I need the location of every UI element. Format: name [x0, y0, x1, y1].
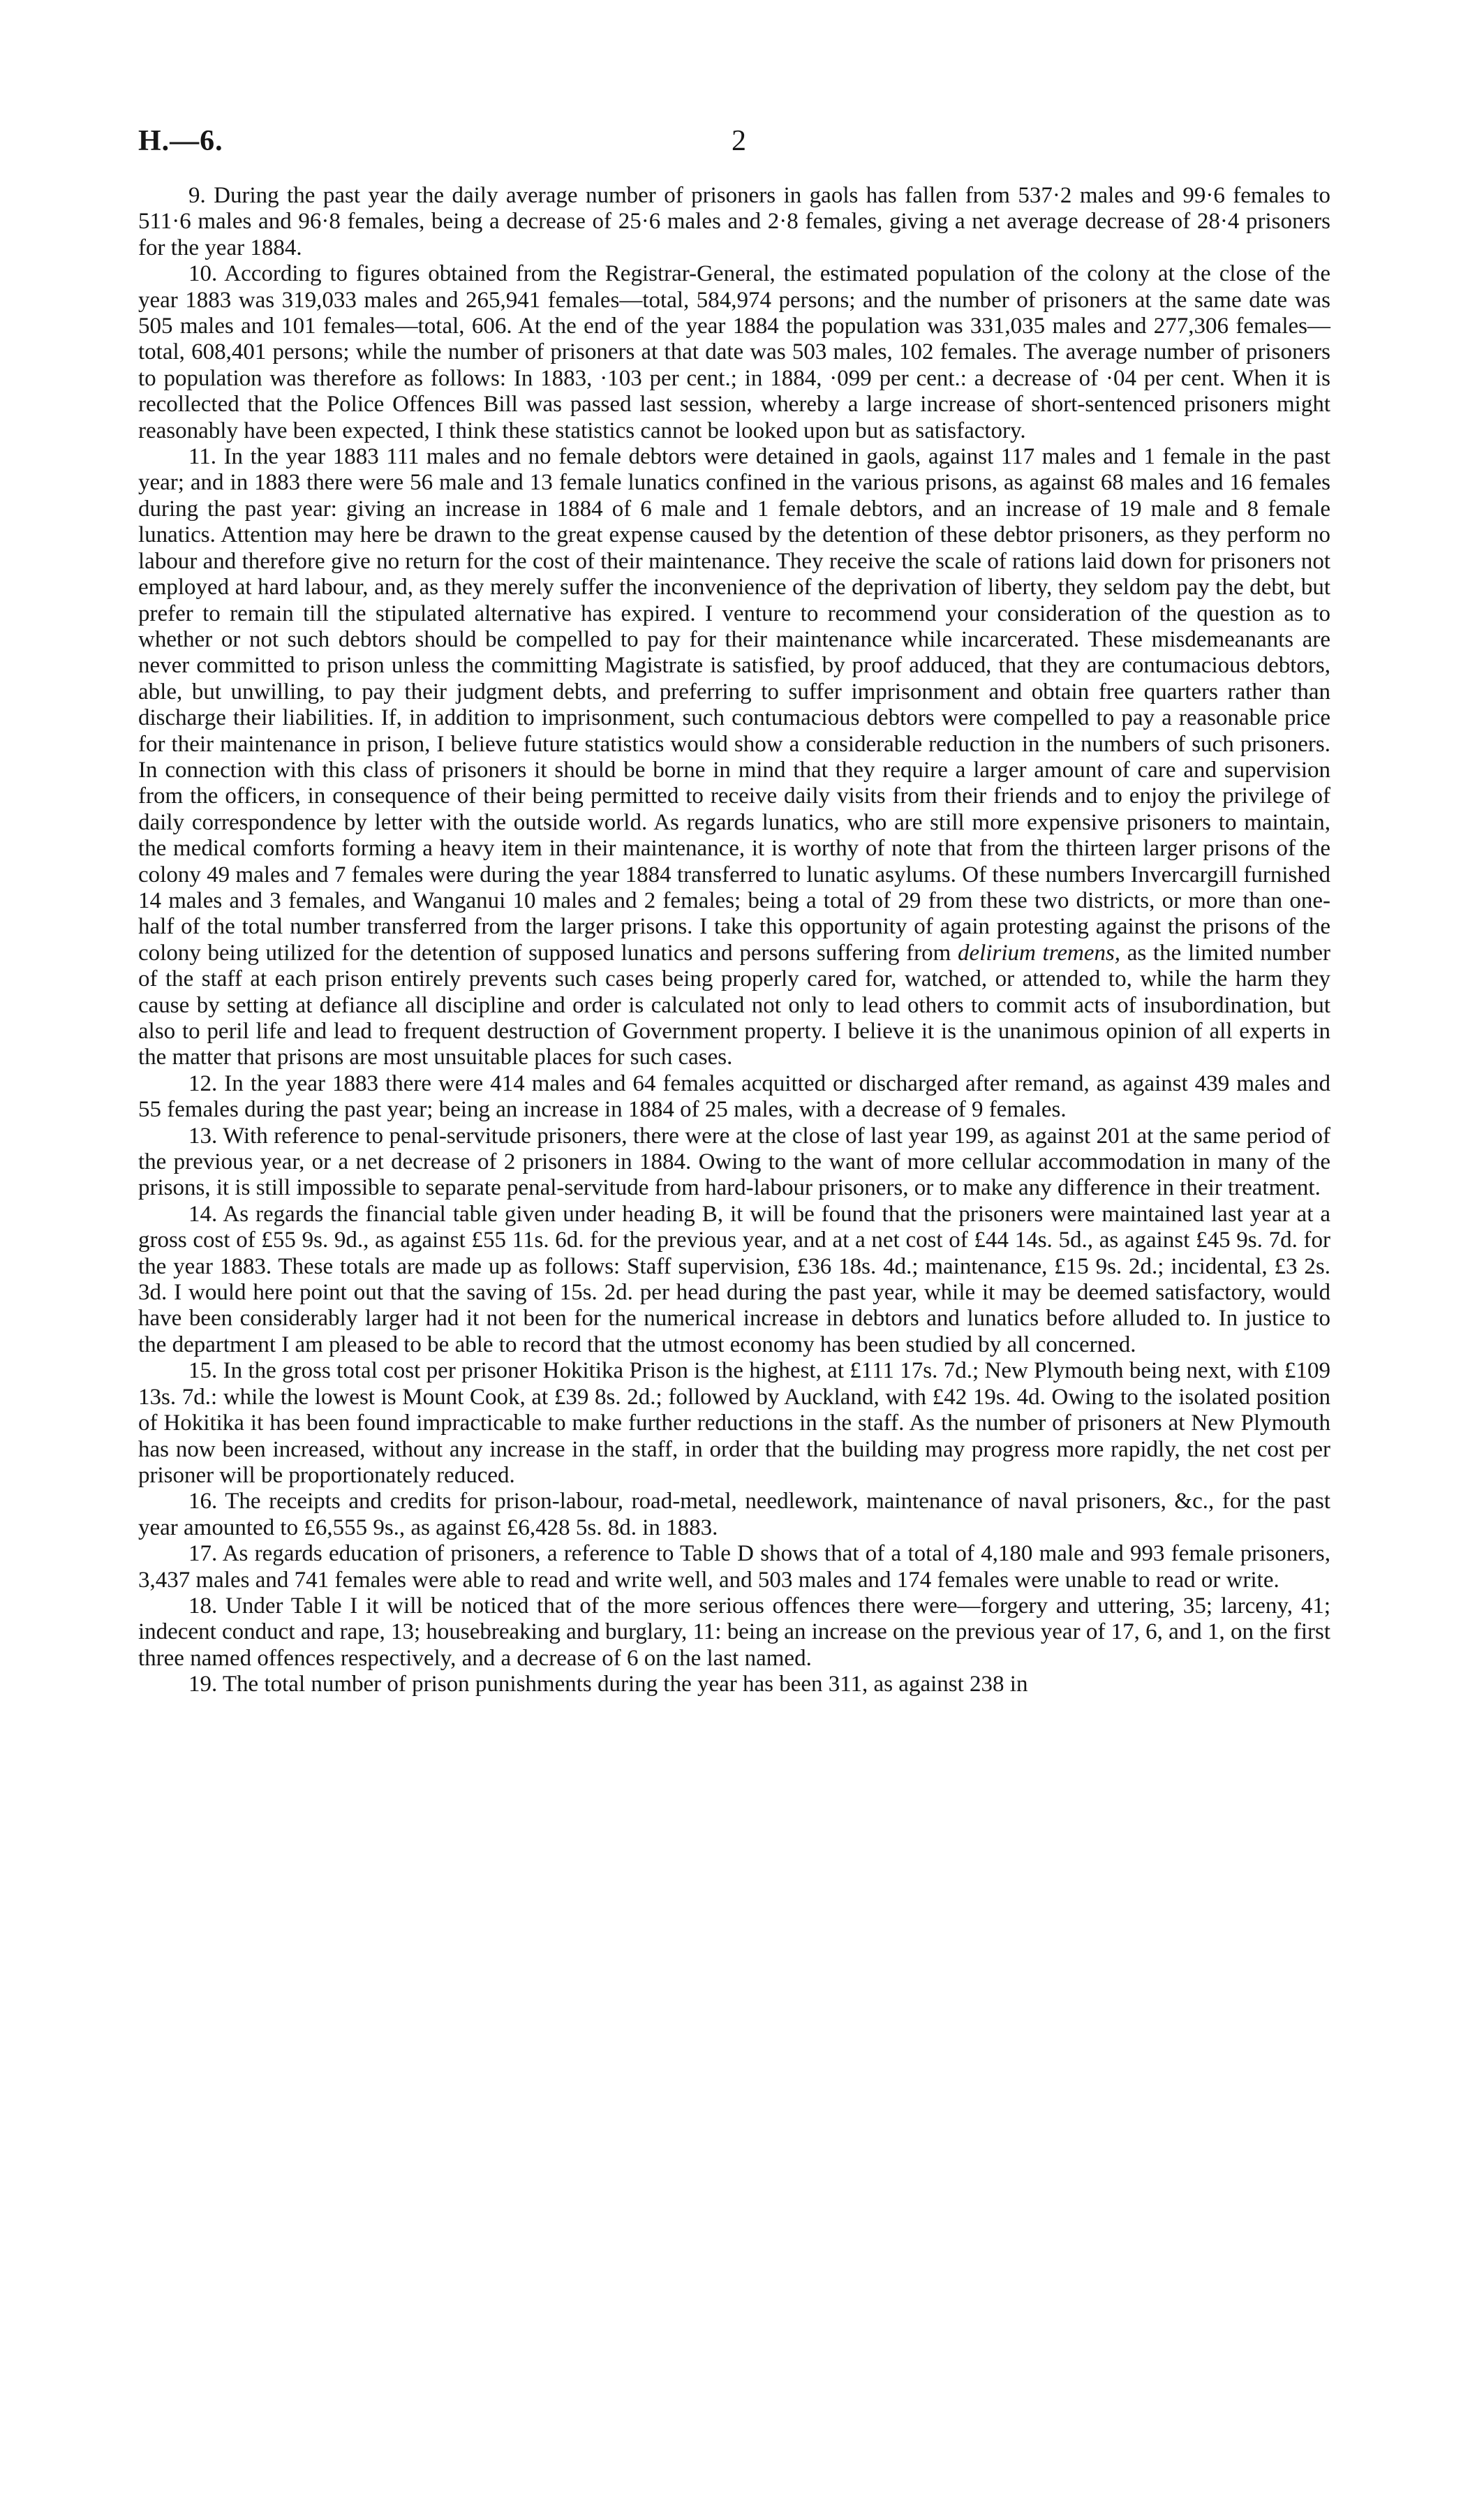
paragraph-10: 10. According to figures obtained from the Registrar-General, the estimated population of the colony at the close of the year 1883 was 319,033 males and 265,941 females—total, 584,974 persons; and the number of prisoners at the same date was 505 males and 101 females—total, 606. At the end of the year 1884 the population was 331,035 males and 277,306 females—total, 608,401 persons; while the number of prisoners at that date was 503 males, 102 females. The average number of prisoners to population was therefore as follows: In 1883, ·103 per cent.; in 1884, ·099 per cent.: a decrease of ·04 per cent. When it is recollected that the Police Offences Bill was passed last session, whereby a large increase of short-sentenced prisoners might reasonably have been expected, I think these statistics cannot be looked upon but as satisfactory.	[138, 261, 1330, 443]
paragraph-19: 19. The total number of prison punishments during the year has been 311, as against 238 in	[188, 1672, 1028, 1697]
paragraph-17: 17. As regards education of prisoners, a reference to Table D shows that of a total of 4,180 male and 993 female prisoners, 3,437 males and 741 females were able to read and write well, and 503 males and 174 females were unable to read or write.	[138, 1541, 1330, 1593]
paragraph-11-italic-term: delirium tremens,	[958, 940, 1121, 966]
paragraph-12: 12. In the year 1883 there were 414 males and 64 females acquitted or discharged after remand, as against 439 males and 55 females during the past year; being an increase in 1884 of 25 males, with a decrease of 9 females.	[138, 1070, 1330, 1123]
report-body	[138, 183, 1330, 1698]
paragraph-11	[138, 444, 1330, 1071]
paragraph-15: 15. In the gross total cost per prisoner Hokitika Prison is the highest, at £111 17s. 7d.; New Plymouth being next, with £109 13s. 7d.: while the lowest is Mount Cook, at £39 8s. 2d.; followed by Auckland, with £42 19s. 4d. Owing to the isolated position of Hokitika it has been found impracticable to make further reductions in the staff. As the number of prisoners at New Plymouth has now been increased, without any increase in the staff, in order that the building may progress more rapidly, the net cost per prisoner will be proportionately reduced.	[138, 1358, 1330, 1488]
paragraph-14: 14. As regards the financial table given under heading B, it will be found that the prisoners were maintained last year at a gross cost of £55 9s. 9d., as against £55 11s. 6d. for the previous year, and at a net cost of £44 14s. 5d., as against £45 9s. 7d. for the year 1883. These totals are made up as follows: Staff supervision, £36 18s. 4d.; maintenance, £15 9s. 2d.; incidental, £3 2s. 3d. I would here point out that the saving of 15s. 2d. per head during the past year, while it may be deemed satisfactory, would have been considerably larger had it not been for the numerical increase in debtors and lunatics before alluded to. In justice to the department I am pleased to be able to record that the utmost economy has been studied by all concerned.	[138, 1201, 1330, 1357]
paragraph-16: 16. The receipts and credits for prison-labour, road-metal, needlework, maintenance of naval prisoners, &c., for the past year amounted to £6,555 9s., as against £6,428 5s. 8d. in 1883.	[138, 1489, 1330, 1540]
paragraph-9: 9. During the past year the daily average number of prisoners in gaols has fallen from 537·2 males and 99·6 females to 511·6 males and 96·8 females, being a decrease of 25·6 males and 2·8 females, giving a net average decrease of 28·4 prisoners for the year 1884.	[138, 183, 1330, 260]
paragraph-13: 13. With reference to penal-servitude prisoners, there were at the close of last year 199, as against 201 at the same period of the previous year, or a net decrease of 2 prisoners in 1884. Owing to the want of more cellular accommodation in many of the prisons, it is still impossible to separate penal-servitude from hard-labour prisoners, or to make any difference in their treatment.	[138, 1123, 1330, 1201]
paragraph-11-text-end: as the limited number of the staff at each prison entirely prevents such cases being properly cared for, watched, or attended to, while the harm they cause by setting at defiance all discipline and order is calculated not only to lead others to commit acts of insubordination, but also to peril life and lead to frequent destruction of Government property. I believe it is the unanimous opinion of all experts in the matter that prisons are most unsuitable places for such cases.	[138, 940, 1331, 1070]
document-reference: H.—6.	[138, 125, 223, 157]
page-header	[138, 124, 1325, 166]
page-number: 2	[732, 125, 746, 157]
paragraph-11-text-start: 11. In the year 1883 111 males and no female debtors were detained in gaols, against 117 males and 1 female in the past year; and in 1883 there were 56 male and 13 female lunatics confined in the various prisons, as against 68 males and 16 females during the past year: giving an increase in 1884 of 6 male and 1 female debtors, and an increase of 19 male and 8 female lunatics. Attention may here be drawn to the great expense caused by the detention of these debtor prisoners, as they perform no labour and therefore give no return for the cost of their maintenance. They receive the scale of rations laid down for prisoners not employed at hard labour, and, as they merely suffer the inconvenience of the deprivation of liberty, they seldom pay the debt, but prefer to remain till the stipulated alternative has expired. I venture to recommend your consideration of the question as to whether or not such debtors should be compelled to pay for their maintenance while incarcerated. These misdemeanants are never committed to prison unless the committing Magistrate is satisfied, by proof adduced, that they are contumacious debtors, able, but unwilling, to pay their judgment debts, and preferring to suffer imprisonment and obtain free quarters rather than discharge their liabilities. If, in addition to imprisonment, such contumacious debtors were compelled to pay a reasonable price for their maintenance in prison, I believe future statistics would show a considerable reduction in the numbers of such prisoners. In connection with this class of prisoners it should be borne in mind that they require a larger amount of care and supervision from the officers, in consequence of their being permitted to receive daily visits from their friends and to enjoy the privilege of daily correspondence by letter with the outside world. As regards lunatics, who are still more expensive prisoners to maintain, the medical comforts forming a heavy item in their maintenance, it is worthy of note that from the thirteen larger prisons of the colony 49 males and 7 females were during the year 1884 transferred to lunatic asylums. Of these numbers Invercargill furnished 14 males and 3 females, and Wanganui 10 males and 2 females; being a total of 29 from these two districts, or more than one-half of the total number transferred from the larger prisons. I take this opportunity of again protesting against the prisons of the colony being utilized for the detention of supposed lunatics and persons suffering from	[138, 444, 1330, 966]
paragraph-18: 18. Under Table I it will be noticed that of the more serious offences there were—forgery and uttering, 35; larceny, 41; indecent conduct and rape, 13; housebreaking and burglary, 11: being an increase on the previous year of 17, 6, and 1, on the first three named offences respectively, and a decrease of 6 on the last named.	[138, 1593, 1330, 1671]
